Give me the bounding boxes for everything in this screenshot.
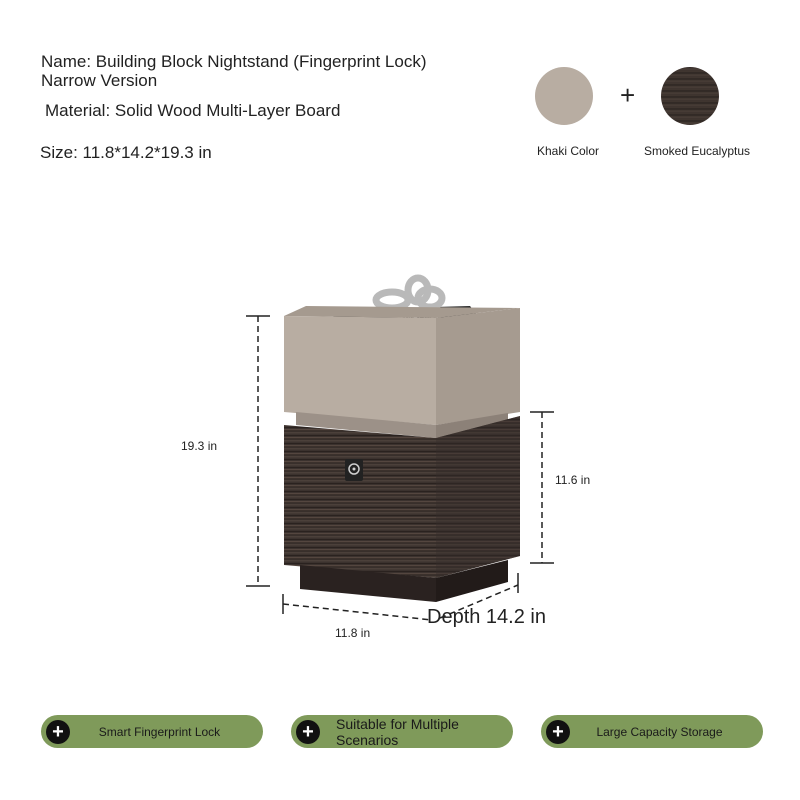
top-box-front	[284, 316, 436, 425]
feature-label: Smart Fingerprint Lock	[98, 724, 221, 739]
feature-pill-large-capacity	[541, 715, 763, 748]
feature-pill-fingerprint-lock	[41, 715, 263, 748]
drawer-front	[284, 425, 436, 578]
fingerprint-lock-icon	[345, 459, 363, 481]
plus-sign: +	[620, 80, 636, 110]
plus-icon: +	[296, 720, 320, 744]
width-dimension-line	[283, 604, 432, 620]
plus-icon: +	[46, 720, 70, 744]
height-total-label: 19.3 in	[181, 439, 218, 453]
plus-icon: +	[546, 720, 570, 744]
product-name-version: Narrow Version	[41, 71, 158, 90]
width-label: 11.8 in	[335, 626, 371, 640]
khaki-label: Khaki Color	[536, 144, 600, 158]
depth-label: Depth 14.2 in	[427, 606, 546, 628]
product-material: Material: Solid Wood Multi-Layer Board	[45, 101, 341, 120]
drawer-height-label: 11.6 in	[555, 473, 591, 487]
feature-label: Suitable for Multiple Scenarios	[336, 715, 459, 748]
smoked-eucalyptus-label: Smoked Eucalyptus	[643, 144, 751, 158]
product-size: Size: 11.8*14.2*19.3 in	[40, 143, 212, 162]
feature-label: Large Capacity Storage	[596, 724, 723, 739]
decor-knot	[376, 278, 442, 308]
product-name: Name: Building Block Nightstand (Fingerprint Lock)	[41, 52, 427, 71]
feature-pill-multiple-scenarios	[291, 715, 513, 748]
top-box-side	[436, 308, 520, 425]
